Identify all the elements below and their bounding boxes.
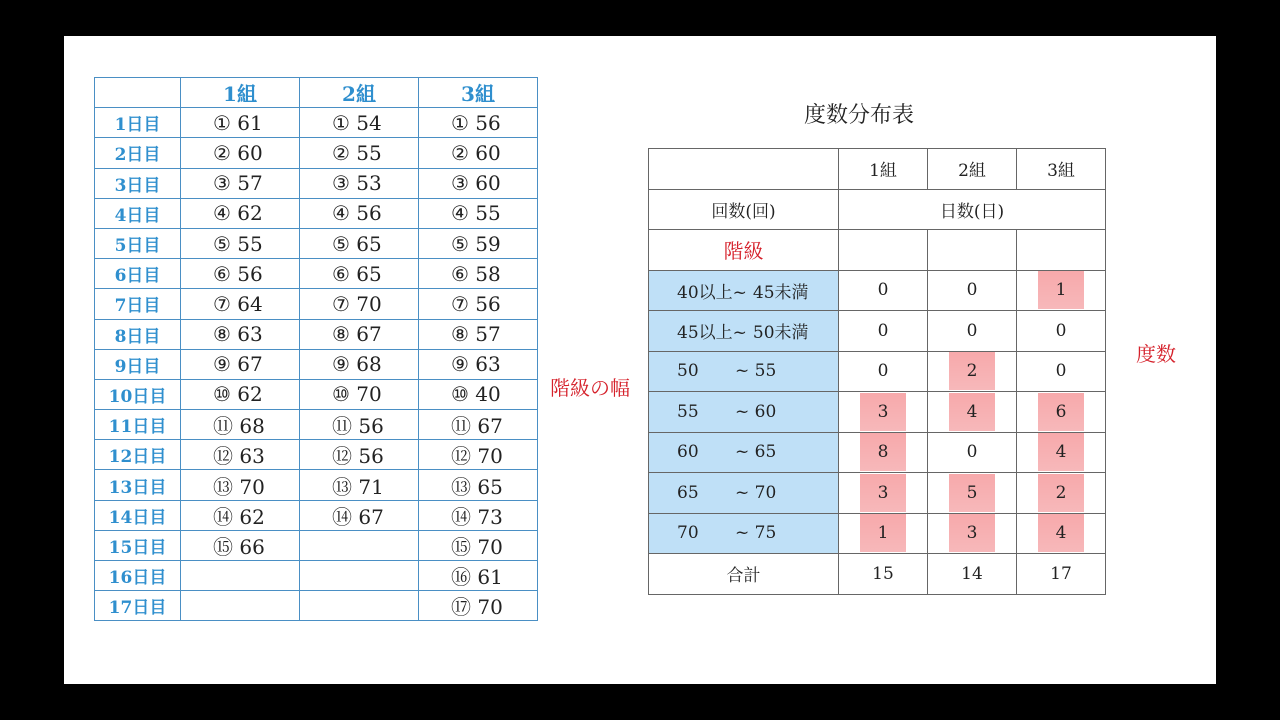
- class-row: [649, 432, 1106, 473]
- frequency-value: 0: [877, 361, 889, 382]
- group2-value: ④ 56: [300, 198, 419, 228]
- day-label: 13日目: [95, 470, 181, 500]
- day-label: 12日目: [95, 440, 181, 470]
- frequency-cell: [1017, 270, 1106, 311]
- group3-value: ⑫ 70: [419, 440, 538, 470]
- frequency-value: 1: [1038, 271, 1084, 309]
- day-label: 1日目: [95, 108, 181, 138]
- class-lower: 70: [677, 523, 699, 544]
- total-value: 14: [928, 554, 1017, 595]
- class-lower: 40以上~: [677, 282, 747, 303]
- frequency-cell: [839, 473, 928, 514]
- class-upper: 50未満: [752, 323, 809, 344]
- frequency-value: 3: [949, 514, 995, 552]
- group1-value: ⑩ 62: [181, 379, 300, 409]
- class-upper: ~ 70: [735, 482, 777, 503]
- freq-units-row: [649, 189, 1106, 230]
- group3-value: ⑯ 61: [419, 561, 538, 591]
- freq-row-header: 回数(回): [649, 189, 839, 230]
- class-upper: ~ 75: [735, 523, 777, 544]
- group3-value: ⑭ 73: [419, 500, 538, 530]
- frequency-value: 3: [860, 393, 906, 431]
- frequency-cell: [928, 432, 1017, 473]
- frequency-cell: [928, 270, 1017, 311]
- raw-header-group2: 2組: [300, 78, 419, 108]
- class-row: [649, 473, 1106, 514]
- class-upper: ~ 65: [735, 442, 777, 463]
- group1-value: [181, 591, 300, 621]
- frequency-cell: [928, 473, 1017, 514]
- frequency-value: 0: [966, 442, 978, 463]
- day-label: 10日目: [95, 379, 181, 409]
- frequency-value: 4: [1038, 433, 1084, 471]
- group1-value: ⑧ 63: [181, 319, 300, 349]
- frequency-cell: [839, 270, 928, 311]
- freq-header-group2: 2組: [928, 149, 1017, 190]
- raw-data-table: [94, 77, 538, 621]
- raw-row: [95, 168, 538, 198]
- frequency-cell: [839, 311, 928, 352]
- raw-row: [95, 259, 538, 289]
- group2-value: [300, 530, 419, 560]
- frequency-value: 0: [1055, 320, 1067, 341]
- frequency-cell: [1017, 473, 1106, 514]
- group1-value: [181, 561, 300, 591]
- frequency-label: 度数: [1136, 342, 1176, 366]
- raw-header-corner: [95, 78, 181, 108]
- frequency-cell: [1017, 351, 1106, 392]
- empty-cell: [1017, 230, 1106, 271]
- class-label: 階級: [723, 239, 764, 264]
- class-range: [649, 513, 839, 554]
- class-range: [649, 432, 839, 473]
- group2-value: ⑥ 65: [300, 259, 419, 289]
- group3-value: ② 60: [419, 138, 538, 168]
- frequency-cell: [1017, 311, 1106, 352]
- group2-value: ⑨ 68: [300, 349, 419, 379]
- group3-value: ⑦ 56: [419, 289, 538, 319]
- group2-value: [300, 561, 419, 591]
- group1-value: ⑥ 56: [181, 259, 300, 289]
- raw-row: [95, 591, 538, 621]
- raw-row: [95, 228, 538, 258]
- frequency-cell: [839, 432, 928, 473]
- group1-value: ② 60: [181, 138, 300, 168]
- day-label: 5日目: [95, 228, 181, 258]
- group2-value: ⑩ 70: [300, 379, 419, 409]
- group3-value: ⑬ 65: [419, 470, 538, 500]
- group1-value: ⑦ 64: [181, 289, 300, 319]
- day-label: 11日目: [95, 410, 181, 440]
- day-label: 15日目: [95, 530, 181, 560]
- day-label: 7日目: [95, 289, 181, 319]
- group3-value: ④ 55: [419, 198, 538, 228]
- raw-row: [95, 349, 538, 379]
- group2-value: ③ 53: [300, 168, 419, 198]
- frequency-cell: [928, 351, 1017, 392]
- frequency-value: 8: [860, 433, 906, 471]
- total-label: 合計: [649, 554, 839, 595]
- frequency-value: 2: [949, 352, 995, 390]
- day-label: 17日目: [95, 591, 181, 621]
- class-row: [649, 392, 1106, 433]
- group1-value: ⑭ 62: [181, 500, 300, 530]
- day-label: 6日目: [95, 259, 181, 289]
- frequency-value: 4: [1038, 514, 1084, 552]
- day-label: 16日目: [95, 561, 181, 591]
- frequency-value: 5: [949, 474, 995, 512]
- frequency-value: 4: [949, 393, 995, 431]
- class-lower: 60: [677, 442, 699, 463]
- class-upper: 45未満: [752, 282, 809, 303]
- group1-value: ③ 57: [181, 168, 300, 198]
- raw-row: [95, 561, 538, 591]
- day-label: 14日目: [95, 500, 181, 530]
- empty-cell: [839, 230, 928, 271]
- group1-value: ⑤ 55: [181, 228, 300, 258]
- group3-value: ⑮ 70: [419, 530, 538, 560]
- freq-col-header: 日数(日): [839, 189, 1106, 230]
- frequency-cell: [1017, 392, 1106, 433]
- frequency-cell: [839, 351, 928, 392]
- class-upper: ~ 55: [735, 361, 777, 382]
- group2-value: ⑪ 56: [300, 410, 419, 440]
- frequency-cell: [928, 311, 1017, 352]
- frequency-cell: [1017, 432, 1106, 473]
- frequency-value: 3: [860, 474, 906, 512]
- raw-row: [95, 530, 538, 560]
- day-label: 8日目: [95, 319, 181, 349]
- raw-header-group3: 3組: [419, 78, 538, 108]
- group3-value: ① 56: [419, 108, 538, 138]
- freq-header-group1: 1組: [839, 149, 928, 190]
- frequency-value: 0: [966, 320, 978, 341]
- total-value: 15: [839, 554, 928, 595]
- frequency-value: 0: [877, 320, 889, 341]
- class-label-cell: [649, 230, 839, 271]
- group1-value: ④ 62: [181, 198, 300, 228]
- group2-value: ① 54: [300, 108, 419, 138]
- group1-value: ⑨ 67: [181, 349, 300, 379]
- class-width-label: 階級の幅: [550, 376, 630, 400]
- group2-value: ⑫ 56: [300, 440, 419, 470]
- frequency-cell: [1017, 513, 1106, 554]
- group1-value: ⑫ 63: [181, 440, 300, 470]
- frequency-value: 2: [1038, 474, 1084, 512]
- raw-row: [95, 470, 538, 500]
- group3-value: ⑪ 67: [419, 410, 538, 440]
- frequency-cell: [839, 392, 928, 433]
- class-row: [649, 351, 1106, 392]
- group2-value: ⑧ 67: [300, 319, 419, 349]
- class-range: [649, 473, 839, 514]
- group3-value: ⑤ 59: [419, 228, 538, 258]
- day-label: 3日目: [95, 168, 181, 198]
- raw-row: [95, 440, 538, 470]
- group2-value: ⑦ 70: [300, 289, 419, 319]
- frequency-value: 0: [877, 280, 889, 301]
- freq-header-corner: [649, 149, 839, 190]
- day-label: 2日目: [95, 138, 181, 168]
- total-row: [649, 554, 1106, 595]
- freq-table-title: 度数分布表: [804, 103, 915, 128]
- day-label: 4日目: [95, 198, 181, 228]
- total-value: 17: [1017, 554, 1106, 595]
- class-lower: 55: [677, 401, 699, 422]
- class-upper: ~ 60: [735, 401, 777, 422]
- group1-value: ⑬ 70: [181, 470, 300, 500]
- group3-value: ③ 60: [419, 168, 538, 198]
- raw-row: [95, 138, 538, 168]
- group3-value: ⑨ 63: [419, 349, 538, 379]
- group2-value: [300, 591, 419, 621]
- group1-value: ① 61: [181, 108, 300, 138]
- raw-row: [95, 198, 538, 228]
- group2-value: ② 55: [300, 138, 419, 168]
- raw-row: [95, 379, 538, 409]
- raw-row: [95, 289, 538, 319]
- empty-cell: [928, 230, 1017, 271]
- class-lower: 50: [677, 361, 699, 382]
- group1-value: ⑪ 68: [181, 410, 300, 440]
- class-row: [649, 513, 1106, 554]
- frequency-cell: [928, 513, 1017, 554]
- group2-value: ⑤ 65: [300, 228, 419, 258]
- frequency-cell: [928, 392, 1017, 433]
- frequency-table: [648, 148, 1106, 595]
- frequency-value: 6: [1038, 393, 1084, 431]
- class-row: [649, 311, 1106, 352]
- frequency-value: 1: [860, 514, 906, 552]
- group2-value: ⑬ 71: [300, 470, 419, 500]
- frequency-cell: [839, 513, 928, 554]
- class-lower: 45以上~: [677, 323, 747, 344]
- class-range: [649, 311, 839, 352]
- frequency-value: 0: [966, 280, 978, 301]
- day-label: 9日目: [95, 349, 181, 379]
- raw-row: [95, 410, 538, 440]
- freq-header-row: [649, 149, 1106, 190]
- frequency-value: 0: [1055, 361, 1067, 382]
- raw-header-row: [95, 78, 538, 108]
- freq-class-label-row: [649, 230, 1106, 271]
- raw-row: [95, 108, 538, 138]
- class-range: [649, 392, 839, 433]
- raw-header-group1: 1組: [181, 78, 300, 108]
- group2-value: ⑭ 67: [300, 500, 419, 530]
- raw-row: [95, 319, 538, 349]
- class-row: [649, 270, 1106, 311]
- class-range: [649, 270, 839, 311]
- raw-row: [95, 500, 538, 530]
- class-range: [649, 351, 839, 392]
- group3-value: ⑰ 70: [419, 591, 538, 621]
- freq-header-group3: 3組: [1017, 149, 1106, 190]
- group3-value: ⑩ 40: [419, 379, 538, 409]
- slide: [64, 36, 1216, 684]
- class-lower: 65: [677, 482, 699, 503]
- group3-value: ⑥ 58: [419, 259, 538, 289]
- group3-value: ⑧ 57: [419, 319, 538, 349]
- group1-value: ⑮ 66: [181, 530, 300, 560]
